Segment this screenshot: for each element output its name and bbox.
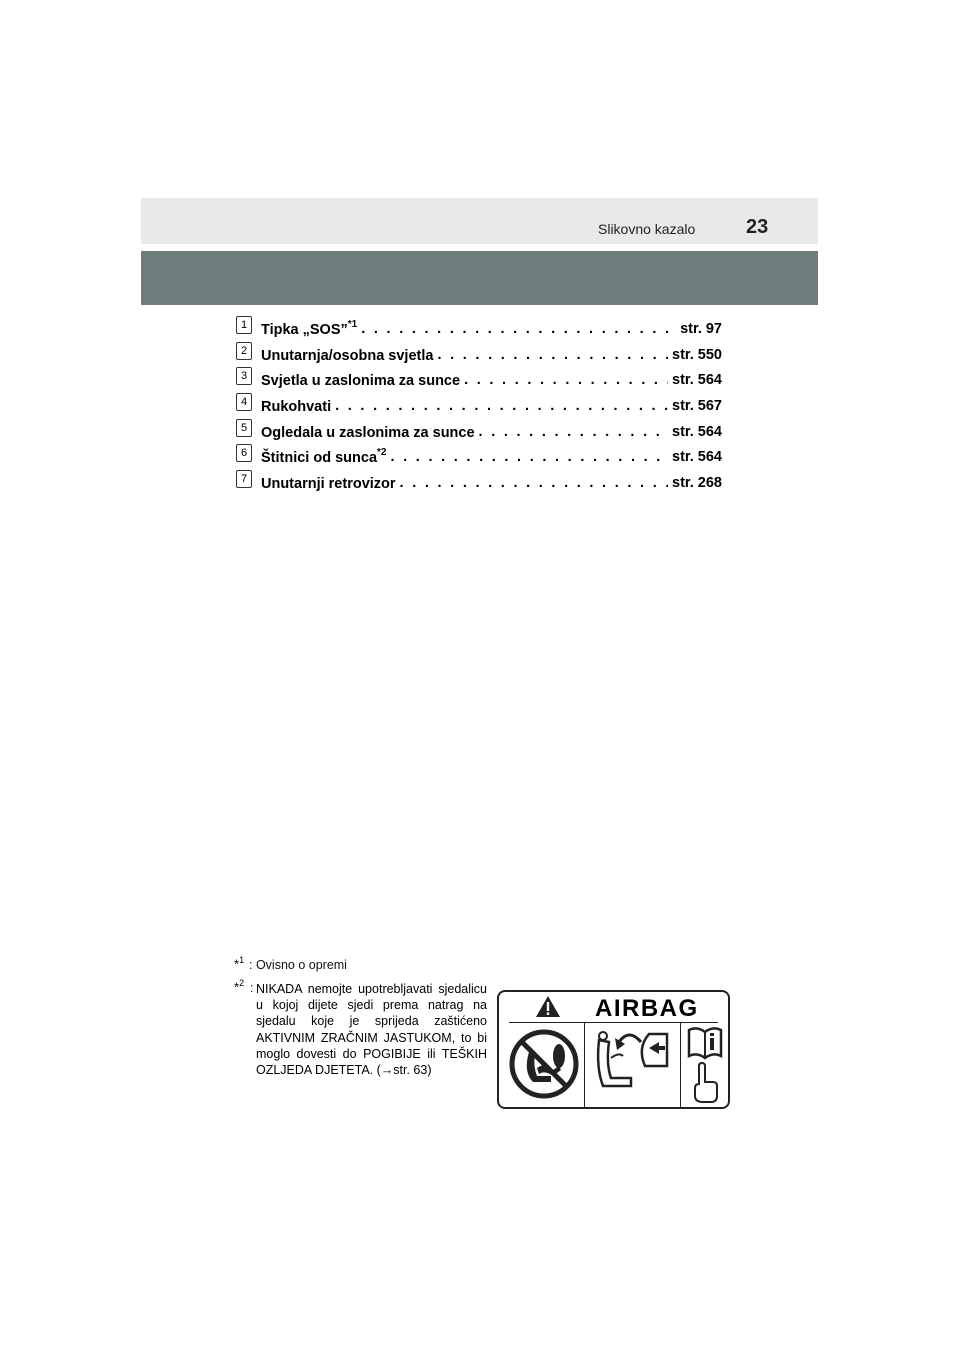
toc-item[interactable]: [236, 342, 722, 368]
airbag-warning-label: [497, 990, 730, 1109]
owners-manual-icon: [683, 1022, 727, 1107]
toc-item[interactable]: [236, 316, 722, 342]
toc-item[interactable]: [236, 367, 722, 393]
toc-item[interactable]: [236, 393, 722, 419]
page-number: 23: [746, 216, 769, 238]
item-label: Rukohvati: [261, 398, 332, 415]
page-reference[interactable]: str. 268: [672, 474, 722, 491]
item-label: Tipka „SOS”$^{*1}$: [261, 318, 358, 338]
footnote-2-text: NIKADA nemojte upotrebljavati sjedalicu u kojoj dijete sjedi prema natrag na sjedalu koje je sprijeda zaštićeno AKTIVNIM ZRAČNIM JASTUKOM, to bi moglo dovesti do POGIBIJE ili TEŠKIH OZLJEDA DJETETA. (→str. 63): [256, 982, 487, 1078]
section-title: Slikovno kazalo: [598, 221, 696, 237]
dot-leader: [335, 398, 668, 414]
item-label: Svjetla u zaslonima za sunce: [261, 373, 461, 390]
toc-item[interactable]: [236, 470, 722, 496]
airbag-title: AIRBAG: [595, 995, 699, 1022]
toc-list: [236, 316, 722, 496]
footnote-2-marker: *$^2$: [234, 978, 245, 995]
page-reference[interactable]: str. 564: [672, 449, 722, 466]
header-bar: [141, 198, 818, 244]
dot-leader: [437, 347, 668, 363]
item-label: Unutarnja/osobna svjetla: [261, 347, 434, 364]
item-number: 5: [236, 419, 252, 437]
dot-leader: [390, 449, 668, 465]
footnote-2-colon: :: [250, 981, 254, 995]
warning-triangle-icon: [535, 995, 561, 1018]
item-number: 7: [236, 470, 252, 488]
dot-leader: [400, 475, 668, 491]
page-reference[interactable]: str. 550: [672, 346, 722, 363]
toc-item[interactable]: [236, 419, 722, 445]
toc-item[interactable]: [236, 444, 722, 470]
footnote-1-marker: *$^1$: [234, 955, 245, 972]
no-rear-facing-child-seat-icon: [507, 1022, 581, 1107]
dot-leader: [361, 321, 676, 337]
divider: [680, 1022, 681, 1107]
footnote-1-text: : Ovisno o opremi: [249, 958, 347, 972]
gray-band: [141, 251, 818, 305]
item-number: 3: [236, 367, 252, 385]
airbag-label-header: [499, 992, 728, 1023]
item-number: 4: [236, 393, 252, 411]
item-number: 2: [236, 342, 252, 360]
page-reference[interactable]: str. 97: [680, 320, 722, 337]
item-number: 6: [236, 444, 252, 462]
dot-leader: [464, 372, 668, 388]
page-reference[interactable]: str. 564: [672, 423, 722, 440]
divider: [584, 1022, 585, 1107]
dot-leader: [479, 424, 668, 440]
item-label: Ogledala u zaslonima za sunce: [261, 424, 475, 441]
seat-airbag-deploy-icon: [589, 1022, 677, 1107]
page-reference[interactable]: str. 564: [672, 372, 722, 389]
item-label: Štitnici od sunca$^{*2}$: [261, 447, 387, 467]
item-label: Unutarnji retrovizor: [261, 475, 396, 492]
item-number: 1: [236, 316, 252, 334]
page-reference[interactable]: str. 567: [672, 397, 722, 414]
